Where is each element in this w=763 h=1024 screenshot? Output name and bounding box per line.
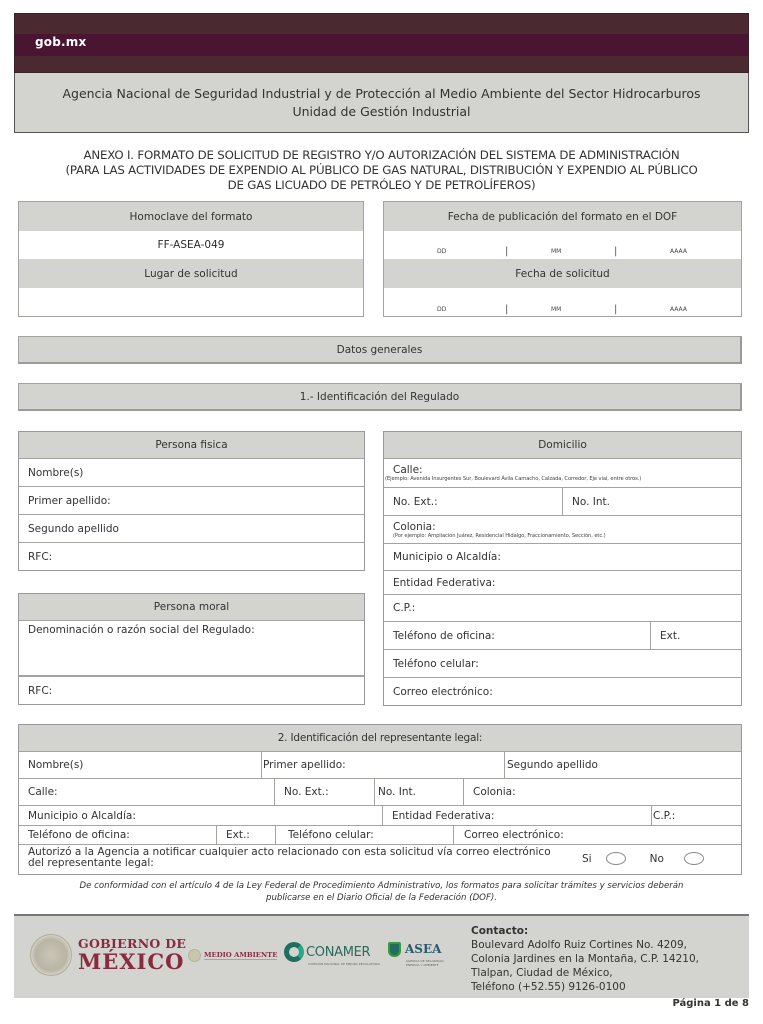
mexico-seal-icon (30, 934, 72, 976)
legal-footnote (20, 880, 743, 904)
dom-telefono-celular-field[interactable]: Teléfono celular: (384, 650, 741, 678)
domicilio-title: Domicilio (384, 432, 741, 459)
document-title (10, 148, 753, 193)
page-number: Página 1 de 8 (672, 998, 749, 1009)
title-line-2: (PARA LAS ACTIVIDADES DE EXPENDIO AL PÚBLICO DE GAS NATURAL, DISTRIBUCIÓN Y EXPENDIO AL PÚBLICO (65, 163, 698, 177)
date-separator: | (614, 304, 618, 315)
gobierno-de-mexico-logo (78, 936, 186, 973)
asea-sub-2: ENERGÍA Y AMBIENTE (406, 963, 439, 967)
rep-segundo-apellido-field[interactable]: Segundo apellido (505, 752, 741, 779)
header-band (15, 34, 748, 56)
conamer-logo (284, 942, 380, 966)
title-line-3: DE GAS LICUADO DE PETRÓLEO Y DE PETROLÍFEROS) (227, 178, 536, 192)
day-placeholder: DD (437, 306, 447, 313)
no-label: No (649, 852, 664, 865)
dom-calle-field[interactable] (384, 459, 741, 488)
representante-title: 2. Identificación del representante legal: (19, 725, 741, 752)
gob-header-bar (14, 13, 749, 73)
rep-nombre-field[interactable]: Nombre(s) (19, 752, 261, 779)
asea-text: ASEA (405, 942, 442, 956)
date-separator: | (505, 304, 509, 315)
contact-address-1: Boulevard Adolfo Ruiz Cortines No. 4209, (471, 939, 688, 951)
rep-correo-field[interactable]: Correo electrónico: (454, 826, 741, 845)
conamer-ring-icon (284, 942, 304, 962)
asea-subtitle (406, 959, 444, 967)
dom-municipio-field[interactable]: Municipio o Alcaldía: (384, 544, 741, 571)
contact-info (471, 924, 699, 994)
pm-rfc-field[interactable]: RFC: (19, 677, 364, 704)
dom-colonia-label: Colonia: (393, 520, 436, 533)
persona-fisica-title: Persona fisica (19, 432, 364, 459)
conamer-subtitle: COMISIÓN NACIONAL DE MEJORA REGULATORIA (308, 962, 380, 966)
agency-name: Agencia Nacional de Seguridad Industrial y de Protección al Medio Ambiente del Sector Hidrocarburos (62, 86, 701, 101)
dom-entidad-field[interactable]: Entidad Federativa: (384, 571, 741, 595)
rep-no-ext-field[interactable]: No. Ext.: (275, 779, 374, 806)
no-radio[interactable] (684, 852, 704, 865)
medio-ambiente-emblem-icon (188, 949, 201, 962)
dom-no-ext-field[interactable]: No. Ext.: (384, 488, 562, 516)
gob-mx-logo[interactable]: gob.mx (35, 35, 87, 49)
year-placeholder: AAAA (670, 248, 687, 255)
format-info-right (383, 201, 742, 317)
month-placeholder: MM (551, 248, 562, 255)
dom-calle-label: Calle: (393, 464, 423, 476)
date-separator: | (505, 246, 509, 257)
asea-logo (388, 942, 445, 967)
lugar-label: Lugar de solicitud (19, 259, 363, 288)
si-radio[interactable] (606, 852, 626, 865)
rep-telefono-celular-field[interactable]: Teléfono celular: (276, 826, 453, 845)
dom-colonia-hint: (Por ejemplo: Ampliación Juárez, Residencial Hidalgo, Fraccionamiento, Sección, etc.) (393, 532, 606, 539)
rep-no-int-field[interactable]: No. Int. (375, 779, 463, 806)
pf-segundo-apellido-field[interactable]: Segundo apellido (19, 515, 364, 543)
title-line-1: ANEXO I. FORMATO DE SOLICITUD DE REGISTRO Y/O AUTORIZACIÓN DEL SISTEMA DE ADMINISTRACIÓN (83, 148, 680, 162)
agency-unit: Unidad de Gestión Industrial (292, 104, 471, 119)
persona-fisica-table (18, 431, 365, 571)
rep-cp-field[interactable]: C.P.: (652, 806, 741, 826)
rep-primer-apellido-field[interactable]: Primer apellido: (262, 752, 504, 779)
contact-phone: Teléfono (+52.55) 9126-0100 (471, 981, 626, 993)
pf-rfc-field[interactable]: RFC: (19, 543, 364, 570)
fecha-solicitud-label: Fecha de solicitud (384, 259, 741, 288)
dom-colonia-field[interactable] (384, 516, 741, 544)
rep-ext-field[interactable]: Ext.: (217, 826, 275, 845)
dom-correo-field[interactable]: Correo electrónico: (384, 678, 741, 705)
contact-address-3: Tlalpan, Ciudad de México, (471, 967, 613, 979)
rep-colonia-field[interactable]: Colonia: (464, 779, 741, 806)
fecha-solicitud-input[interactable] (384, 288, 741, 317)
footnote-line-2: publicarse en el Diario Oficial de la Federación (DOF). (266, 893, 497, 903)
representante-table (18, 724, 742, 875)
rep-autorizo-row (19, 845, 741, 874)
date-separator: | (614, 246, 618, 257)
footer (14, 914, 749, 998)
domicilio-table (383, 431, 742, 706)
autorizo-line-1: Autorizó a la Agencia a notificar cualquier acto relacionado con esta solicitud vía correo electrónico (28, 846, 551, 858)
section-datos-generales: Datos generales (18, 336, 742, 364)
dom-calle-hint: (Ejemplo: Avenida Insurgentes Sur, Boulevard Ávila Camacho, Calzada, Corredor, Eje vial, entre otros.) (385, 476, 642, 482)
gob-logo-line-1: GOBIERNO DE (78, 936, 187, 951)
rep-autorizo-text (28, 847, 551, 869)
contact-address-2: Colonia Jardines en la Montaña, C.P. 14210, (471, 953, 699, 965)
month-placeholder: MM (551, 306, 562, 313)
footnote-line-1: De conformidad con el artículo 4 de la Ley Federal de Procedimiento Administrativo, los formatos para solicitar trámites y servicios deberán (79, 881, 684, 891)
rep-municipio-field[interactable]: Municipio o Alcaldía: (19, 806, 382, 826)
asea-sub-1: AGENCIA DE SEGURIDAD, (406, 959, 445, 963)
medio-ambiente-text: MEDIO AMBIENTE (204, 951, 278, 959)
contact-title: Contacto: (471, 925, 529, 937)
autorizo-line-2: del representante legal: (28, 857, 154, 869)
agency-banner (14, 73, 749, 133)
day-placeholder: DD (437, 248, 447, 255)
conamer-text: CONAMER (306, 944, 371, 960)
fecha-dof-input[interactable] (384, 231, 741, 259)
dom-no-int-field[interactable]: No. Int. (563, 488, 741, 516)
homoclave-value: FF-ASEA-049 (157, 239, 225, 251)
rep-entidad-field[interactable]: Entidad Federativa: (383, 806, 651, 826)
dom-cp-field[interactable]: C.P.: (384, 595, 741, 622)
rep-calle-field[interactable]: Calle: (19, 779, 274, 806)
fecha-dof-label: Fecha de publicación del formato en el DOF (384, 202, 741, 231)
section-identificacion-regulado: 1.- Identificación del Regulado (18, 383, 742, 411)
persona-moral-title: Persona moral (19, 594, 364, 621)
format-info-left (18, 201, 364, 317)
dom-telefono-oficina-field[interactable]: Teléfono de oficina: (384, 622, 650, 650)
rep-autorizo-options (582, 852, 704, 865)
year-placeholder: AAAA (670, 306, 687, 313)
dom-ext-field[interactable]: Ext. (651, 622, 741, 650)
persona-moral-table (18, 593, 365, 705)
si-label: Si (582, 852, 592, 865)
homoclave-label: Homoclave del formato (19, 202, 363, 231)
pf-primer-apellido-field[interactable]: Primer apellido: (19, 487, 364, 515)
medio-ambiente-logo (188, 949, 277, 962)
pf-nombre-field[interactable]: Nombre(s) (19, 459, 364, 487)
asea-shield-icon (388, 942, 401, 957)
rep-telefono-oficina-field[interactable]: Teléfono de oficina: (19, 826, 216, 845)
pm-denominacion-field[interactable]: Denominación o razón social del Regulado: (19, 621, 364, 677)
gob-logo-line-2: MÉXICO (78, 949, 185, 974)
lugar-input[interactable] (19, 288, 363, 317)
